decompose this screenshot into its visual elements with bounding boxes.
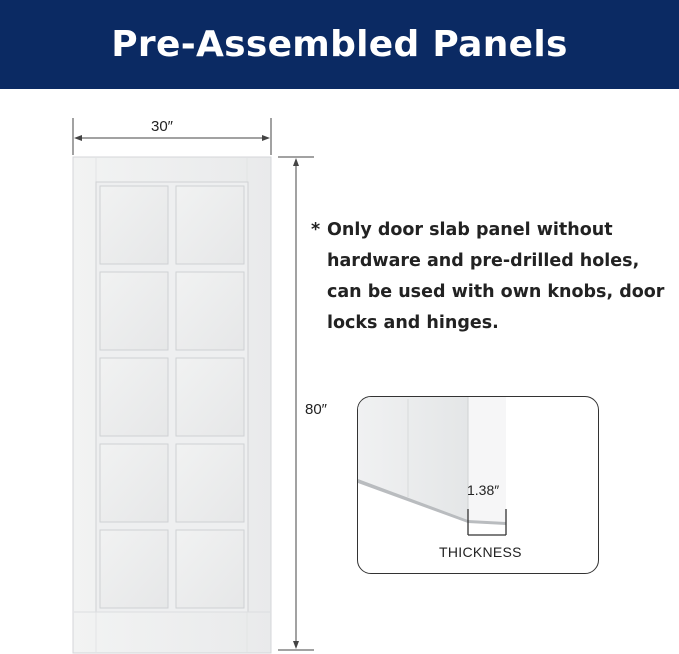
glass-pane (100, 444, 168, 522)
glass-pane (100, 272, 168, 350)
glass-pane (100, 358, 168, 436)
thickness-detail (357, 396, 599, 574)
thickness-value: 1.38″ (467, 482, 500, 498)
glass-pane (176, 186, 244, 264)
glass-pane (100, 530, 168, 608)
note-text: Only door slab panel without hardware and pre-drilled holes, can be used with own knobs, door locks and hinges. (327, 220, 665, 333)
page-title: Pre-Assembled Panels (111, 24, 568, 65)
glass-pane (176, 444, 244, 522)
note-asterisk: * (311, 220, 321, 240)
product-note (311, 215, 671, 339)
glass-pane (176, 272, 244, 350)
glass-pane (176, 530, 244, 608)
height-label: 80″ (305, 401, 327, 418)
glass-pane (176, 358, 244, 436)
glass-pane (100, 186, 168, 264)
thickness-caption: THICKNESS (439, 544, 522, 560)
width-label: 30″ (151, 118, 173, 135)
